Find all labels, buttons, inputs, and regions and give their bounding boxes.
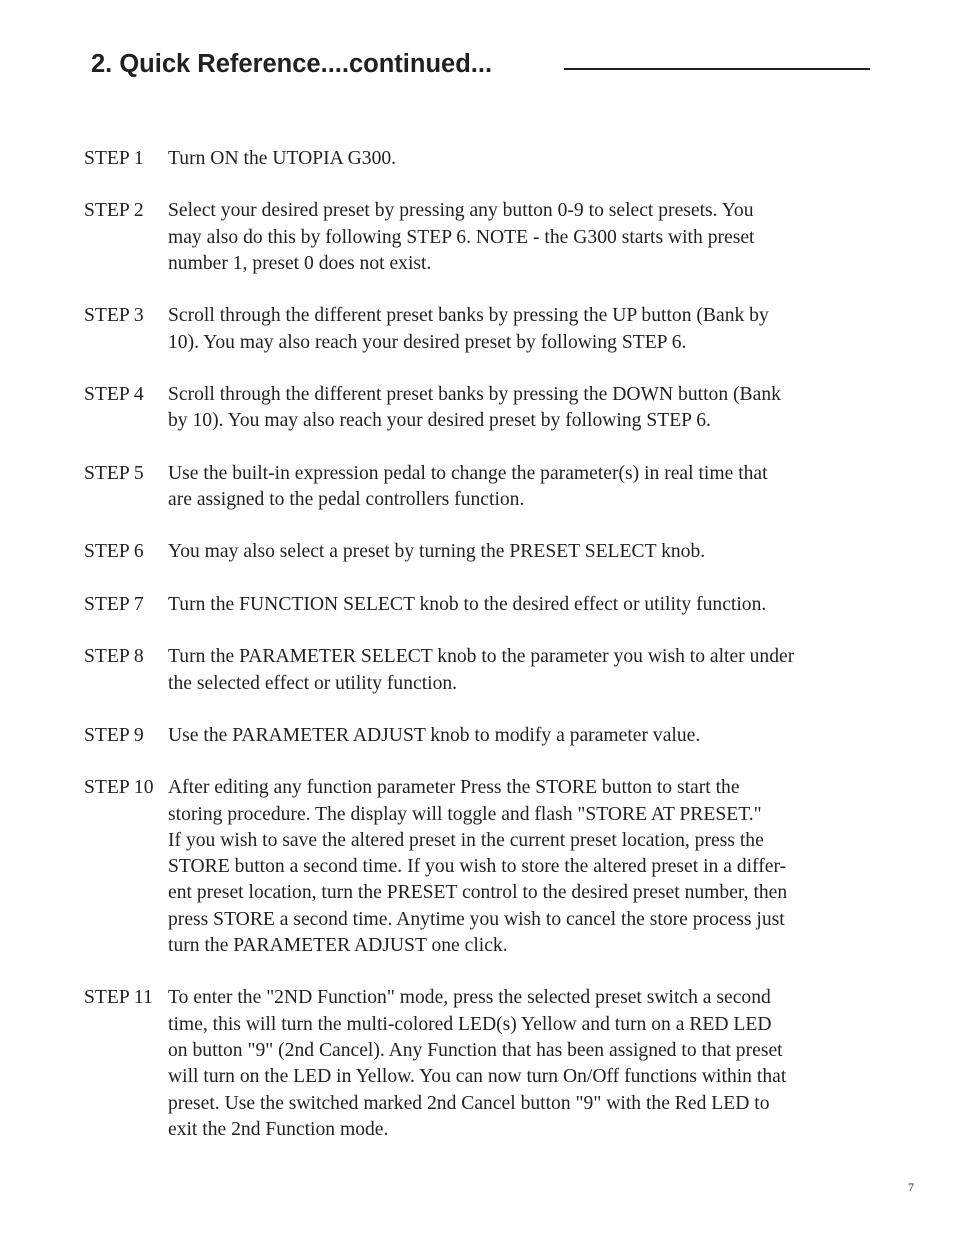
step-item	[84, 539, 884, 565]
step-text	[168, 198, 884, 277]
heading-rule	[564, 68, 870, 70]
step-text-line: time, this will turn the multi-colored LED(s) Yellow and turn on a RED LED	[168, 1013, 772, 1035]
step-text	[168, 775, 884, 959]
step-text	[168, 592, 884, 618]
step-text-line: Use the PARAMETER ADJUST knob to modify a parameter value.	[168, 724, 701, 746]
step-text-line: will turn on the LED in Yellow. You can now turn On/Off functions within that	[168, 1066, 787, 1088]
step-item	[84, 146, 884, 172]
step-text	[168, 303, 884, 356]
step-label: STEP 7	[84, 593, 144, 615]
step-item	[84, 723, 884, 749]
step-text-line: Scroll through the different preset banks by pressing the UP button (Bank by	[168, 305, 769, 327]
step-text-line: Turn ON the UTOPIA G300.	[168, 148, 397, 169]
step-item	[84, 303, 884, 356]
step-text-line: Turn the FUNCTION SELECT knob to the desired effect or utility function.	[168, 593, 767, 615]
step-text-line: are assigned to the pedal controllers function.	[168, 489, 525, 511]
step-item	[84, 985, 884, 1143]
step-text-line: STORE button a second time. If you wish to store the altered preset in a differ-	[168, 856, 787, 878]
step-label: STEP 8	[84, 646, 144, 668]
step-label: STEP 5	[84, 462, 144, 484]
step-text	[168, 461, 884, 514]
step-text-line: Use the built-in expression pedal to change the parameter(s) in real time that	[168, 462, 768, 484]
step-text	[168, 539, 884, 565]
step-item	[84, 461, 884, 514]
step-text	[168, 382, 884, 435]
step-label: STEP 11	[84, 987, 153, 1009]
step-text-line: Select your desired preset by pressing any button 0-9 to select presets. You	[168, 200, 754, 222]
section-heading: 2. Quick Reference....continued...	[91, 50, 493, 78]
step-text-line: You may also select a preset by turning the PRESET SELECT knob.	[168, 541, 706, 563]
step-text-line: Scroll through the different preset banks by pressing the DOWN button (Bank	[168, 384, 781, 406]
step-label: STEP 9	[84, 724, 144, 746]
page-number: 7	[908, 1180, 914, 1194]
step-text-line: To enter the "2ND Function" mode, press the selected preset switch a second	[168, 987, 771, 1009]
step-text-line: press STORE a second time. Anytime you wish to cancel the store process just	[168, 908, 785, 930]
step-text-line: the selected effect or utility function.	[168, 672, 458, 694]
step-text-line: exit the 2nd Function mode.	[168, 1118, 389, 1140]
step-text	[168, 146, 884, 172]
step-text-line: by 10). You may also reach your desired preset by following STEP 6.	[168, 410, 711, 432]
step-item	[84, 644, 884, 697]
step-label: STEP 2	[84, 200, 144, 222]
step-label: STEP 1	[84, 148, 144, 169]
step-text-line: storing procedure. The display will toggle and flash "STORE AT PRESET."	[168, 803, 762, 825]
step-text-line: Turn the PARAMETER SELECT knob to the parameter you wish to alter under	[168, 646, 795, 668]
step-text	[168, 644, 884, 697]
step-item	[84, 592, 884, 618]
step-text-line: turn the PARAMETER ADJUST one click.	[168, 935, 508, 957]
step-text-line: preset. Use the switched marked 2nd Cancel button "9" with the Red LED to	[168, 1092, 770, 1114]
step-label: STEP 6	[84, 541, 144, 563]
step-text-line: may also do this by following STEP 6. NOTE - the G300 starts with preset	[168, 226, 755, 248]
step-item	[84, 198, 884, 277]
step-text-line: 10). You may also reach your desired preset by following STEP 6.	[168, 331, 687, 353]
step-item	[84, 775, 884, 959]
step-label: STEP 3	[84, 305, 144, 327]
step-text-line: on button "9" (2nd Cancel). Any Function that has been assigned to that preset	[168, 1040, 783, 1062]
step-text	[168, 723, 884, 749]
step-text-line: If you wish to save the altered preset in the current preset location, press the	[168, 829, 764, 851]
steps-list	[84, 146, 884, 1169]
step-text-line: number 1, preset 0 does not exist.	[168, 252, 432, 274]
step-text-line: ent preset location, turn the PRESET control to the desired preset number, then	[168, 882, 788, 904]
step-label: STEP 4	[84, 384, 144, 406]
step-item	[84, 382, 884, 435]
step-text-line: After editing any function parameter Press the STORE button to start the	[168, 777, 740, 799]
step-text	[168, 985, 884, 1143]
step-label: STEP 10	[84, 777, 154, 799]
